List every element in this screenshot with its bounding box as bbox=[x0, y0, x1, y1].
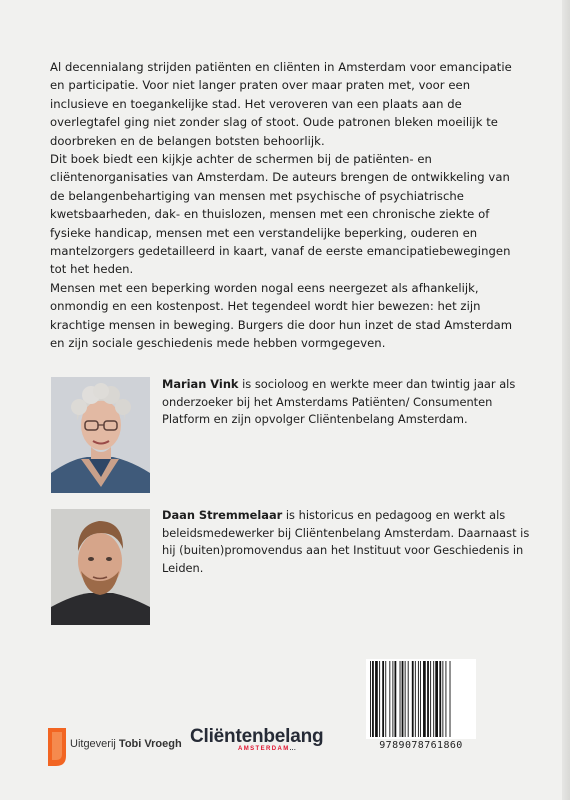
author-bio-text: is socioloog en werkte meer dan twintig jaar als onderzoeker bij het Amsterdams Patiënten/ Consumenten Platform en zijn opvolger Cliëntenbelang Amsterdam. bbox=[162, 377, 516, 427]
logo-name: Cliëntenbelang bbox=[190, 726, 324, 747]
isbn-number: 9789078761860 bbox=[379, 740, 463, 751]
author-name: Daan Stremmelaar bbox=[162, 508, 283, 522]
barcode bbox=[366, 659, 476, 739]
blurb-paragraph-2: Dit boek biedt een kijkje achter de schermen bij de patiënten- en cliëntenorganisaties van Amsterdam. De auteurs brengen de ontwikkeling van de belangenbehartiging van mensen met psychische of psychiatrische kwetsbaarheden, dak- en thuislozen, mensen met een chronische ziekte of fysieke handicap, mensen met een verstandelijke beperking, ouderen en mantelzorgers gedetailleerd in kaart, vanaf de eerste emancipatiebewegingen tot het heden. bbox=[50, 152, 511, 277]
publisher-mark-icon bbox=[48, 728, 66, 766]
author-bio-text: is historicus en pedagoog en werkt als beleidsmedewerker bij Cliëntenbelang Amsterdam. Daarnaast is hij (buiten)promovendus aan het Instituut voor Geschiedenis in Leiden. bbox=[162, 508, 530, 575]
logo-subtitle: AMSTERDAM bbox=[238, 746, 290, 752]
author-name: Marian Vink bbox=[162, 377, 239, 391]
logo-dots: ... bbox=[289, 746, 297, 752]
publisher-prefix: Uitgeverij bbox=[70, 738, 116, 750]
blurb-paragraph-3: Mensen met een beperking worden nogal eens neergezet als afhankelijk, onmondig en een kostenpost. Het tegendeel wordt hier bewezen: het zijn krachtige mensen in beweging. Burgers die door hun inzet de stad Amsterdam en zijn sociale geschiedenis mede hebben vormgegeven. bbox=[50, 280, 513, 351]
publisher-name: Tobi Vroegh bbox=[118, 738, 182, 750]
clientenbelang-logo bbox=[190, 726, 323, 752]
blurb-paragraph-1: Al decennialang strijden patiënten en cliënten in Amsterdam voor emancipatie en participatie. Voor niet langer praten over maar praten met, voor een inclusieve en toegankelijke stad. Het veroveren van een plaats aan de overlegtafel ging niet zonder slag of stoot. Oude patronen bleken moeilijk te doorbreken en de belangen botsten behoorlijk. bbox=[50, 60, 512, 148]
spine-edge bbox=[562, 0, 570, 800]
publisher-logo bbox=[48, 727, 182, 767]
blurb-text bbox=[50, 58, 520, 353]
author-photo-marian-vink bbox=[51, 377, 150, 493]
author-bio-2 bbox=[162, 507, 532, 577]
author-photo-daan-stremmelaar bbox=[51, 509, 150, 625]
author-bio-1 bbox=[162, 376, 532, 429]
